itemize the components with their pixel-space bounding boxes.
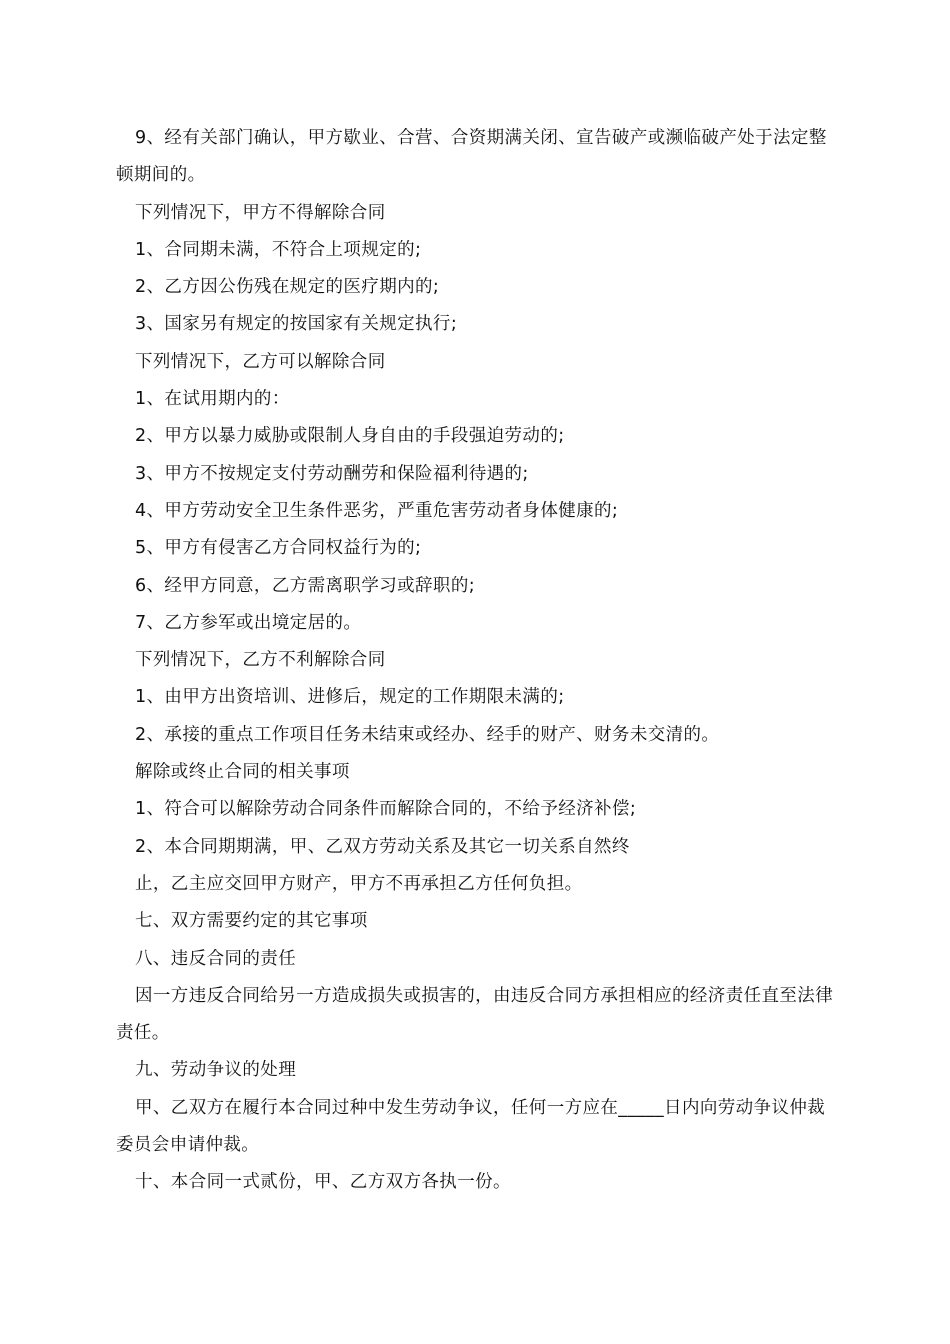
list-item: 1、合同期未满，不符合上项规定的; <box>135 239 422 260</box>
list-item: 1、符合可以解除劳动合同条件而解除合同的，不给予经济补偿; <box>135 799 637 820</box>
paragraph-clause-9: 9、经有关部门确认，甲方歇业、合营、合资期满关闭、宣告破产或濒临破产处于法定整顿期间的。 <box>116 128 827 186</box>
section-heading-8: 八、违反合同的责任 <box>135 948 297 969</box>
paragraph-breach-liability: 因一方违反合同给另一方造成损失或损害的，由违反合同方承担相应的经济责任直至法律责任。 <box>116 985 834 1044</box>
list-item: 2、乙方因公伤残在规定的医疗期内的; <box>135 277 440 298</box>
list-item: 4、甲方劳动安全卫生条件恶劣，严重危害劳动者身体健康的; <box>135 500 619 521</box>
list-item: 2、承接的重点工作项目任务未结束或经办、经手的财产、财务未交清的。 <box>135 724 720 745</box>
list-item: 5、甲方有侵害乙方合同权益行为的; <box>135 538 422 559</box>
document-body <box>116 120 836 1202</box>
paragraph-dispute-resolution: 甲、乙双方在履行本合同过种中发生劳动争议，任何一方应在_____日内向劳动争议仲裁委员会申请仲裁。 <box>116 1097 826 1156</box>
list-item: 1、由甲方出资培训、进修后，规定的工作期限未满的; <box>135 687 565 708</box>
list-item: 6、经甲方同意，乙方需离职学习或辞职的; <box>135 575 476 596</box>
section-heading-10: 十、本合同一式贰份，甲、乙方双方各执一份。 <box>135 1172 511 1193</box>
heading-party-b-cannot-terminate: 下列情况下，乙方不利解除合同 <box>135 650 386 671</box>
heading-party-a-cannot-terminate: 下列情况下，甲方不得解除合同 <box>135 202 386 223</box>
heading-party-b-can-terminate: 下列情况下，乙方可以解除合同 <box>135 351 386 372</box>
list-item: 7、乙方参军或出境定居的。 <box>135 612 362 633</box>
heading-termination-matters: 解除或终止合同的相关事项 <box>135 762 350 783</box>
list-item-continuation: 止，乙主应交回甲方财产，甲方不再承担乙方任何负担。 <box>135 873 583 894</box>
list-item: 1、在试用期内的： <box>135 389 290 410</box>
list-item: 3、甲方不按规定支付劳动酬劳和保险福利待遇的; <box>135 463 529 484</box>
section-heading-7: 七、双方需要约定的其它事项 <box>135 911 368 932</box>
section-heading-9: 九、劳动争议的处理 <box>135 1060 297 1081</box>
list-item: 2、甲方以暴力威胁或限制人身自由的手段强迫劳动的; <box>135 426 565 447</box>
list-item: 3、国家另有规定的按国家有关规定执行; <box>135 314 458 335</box>
list-item: 2、本合同期期满，甲、乙双方劳动关系及其它一切关系自然终 <box>135 836 630 857</box>
